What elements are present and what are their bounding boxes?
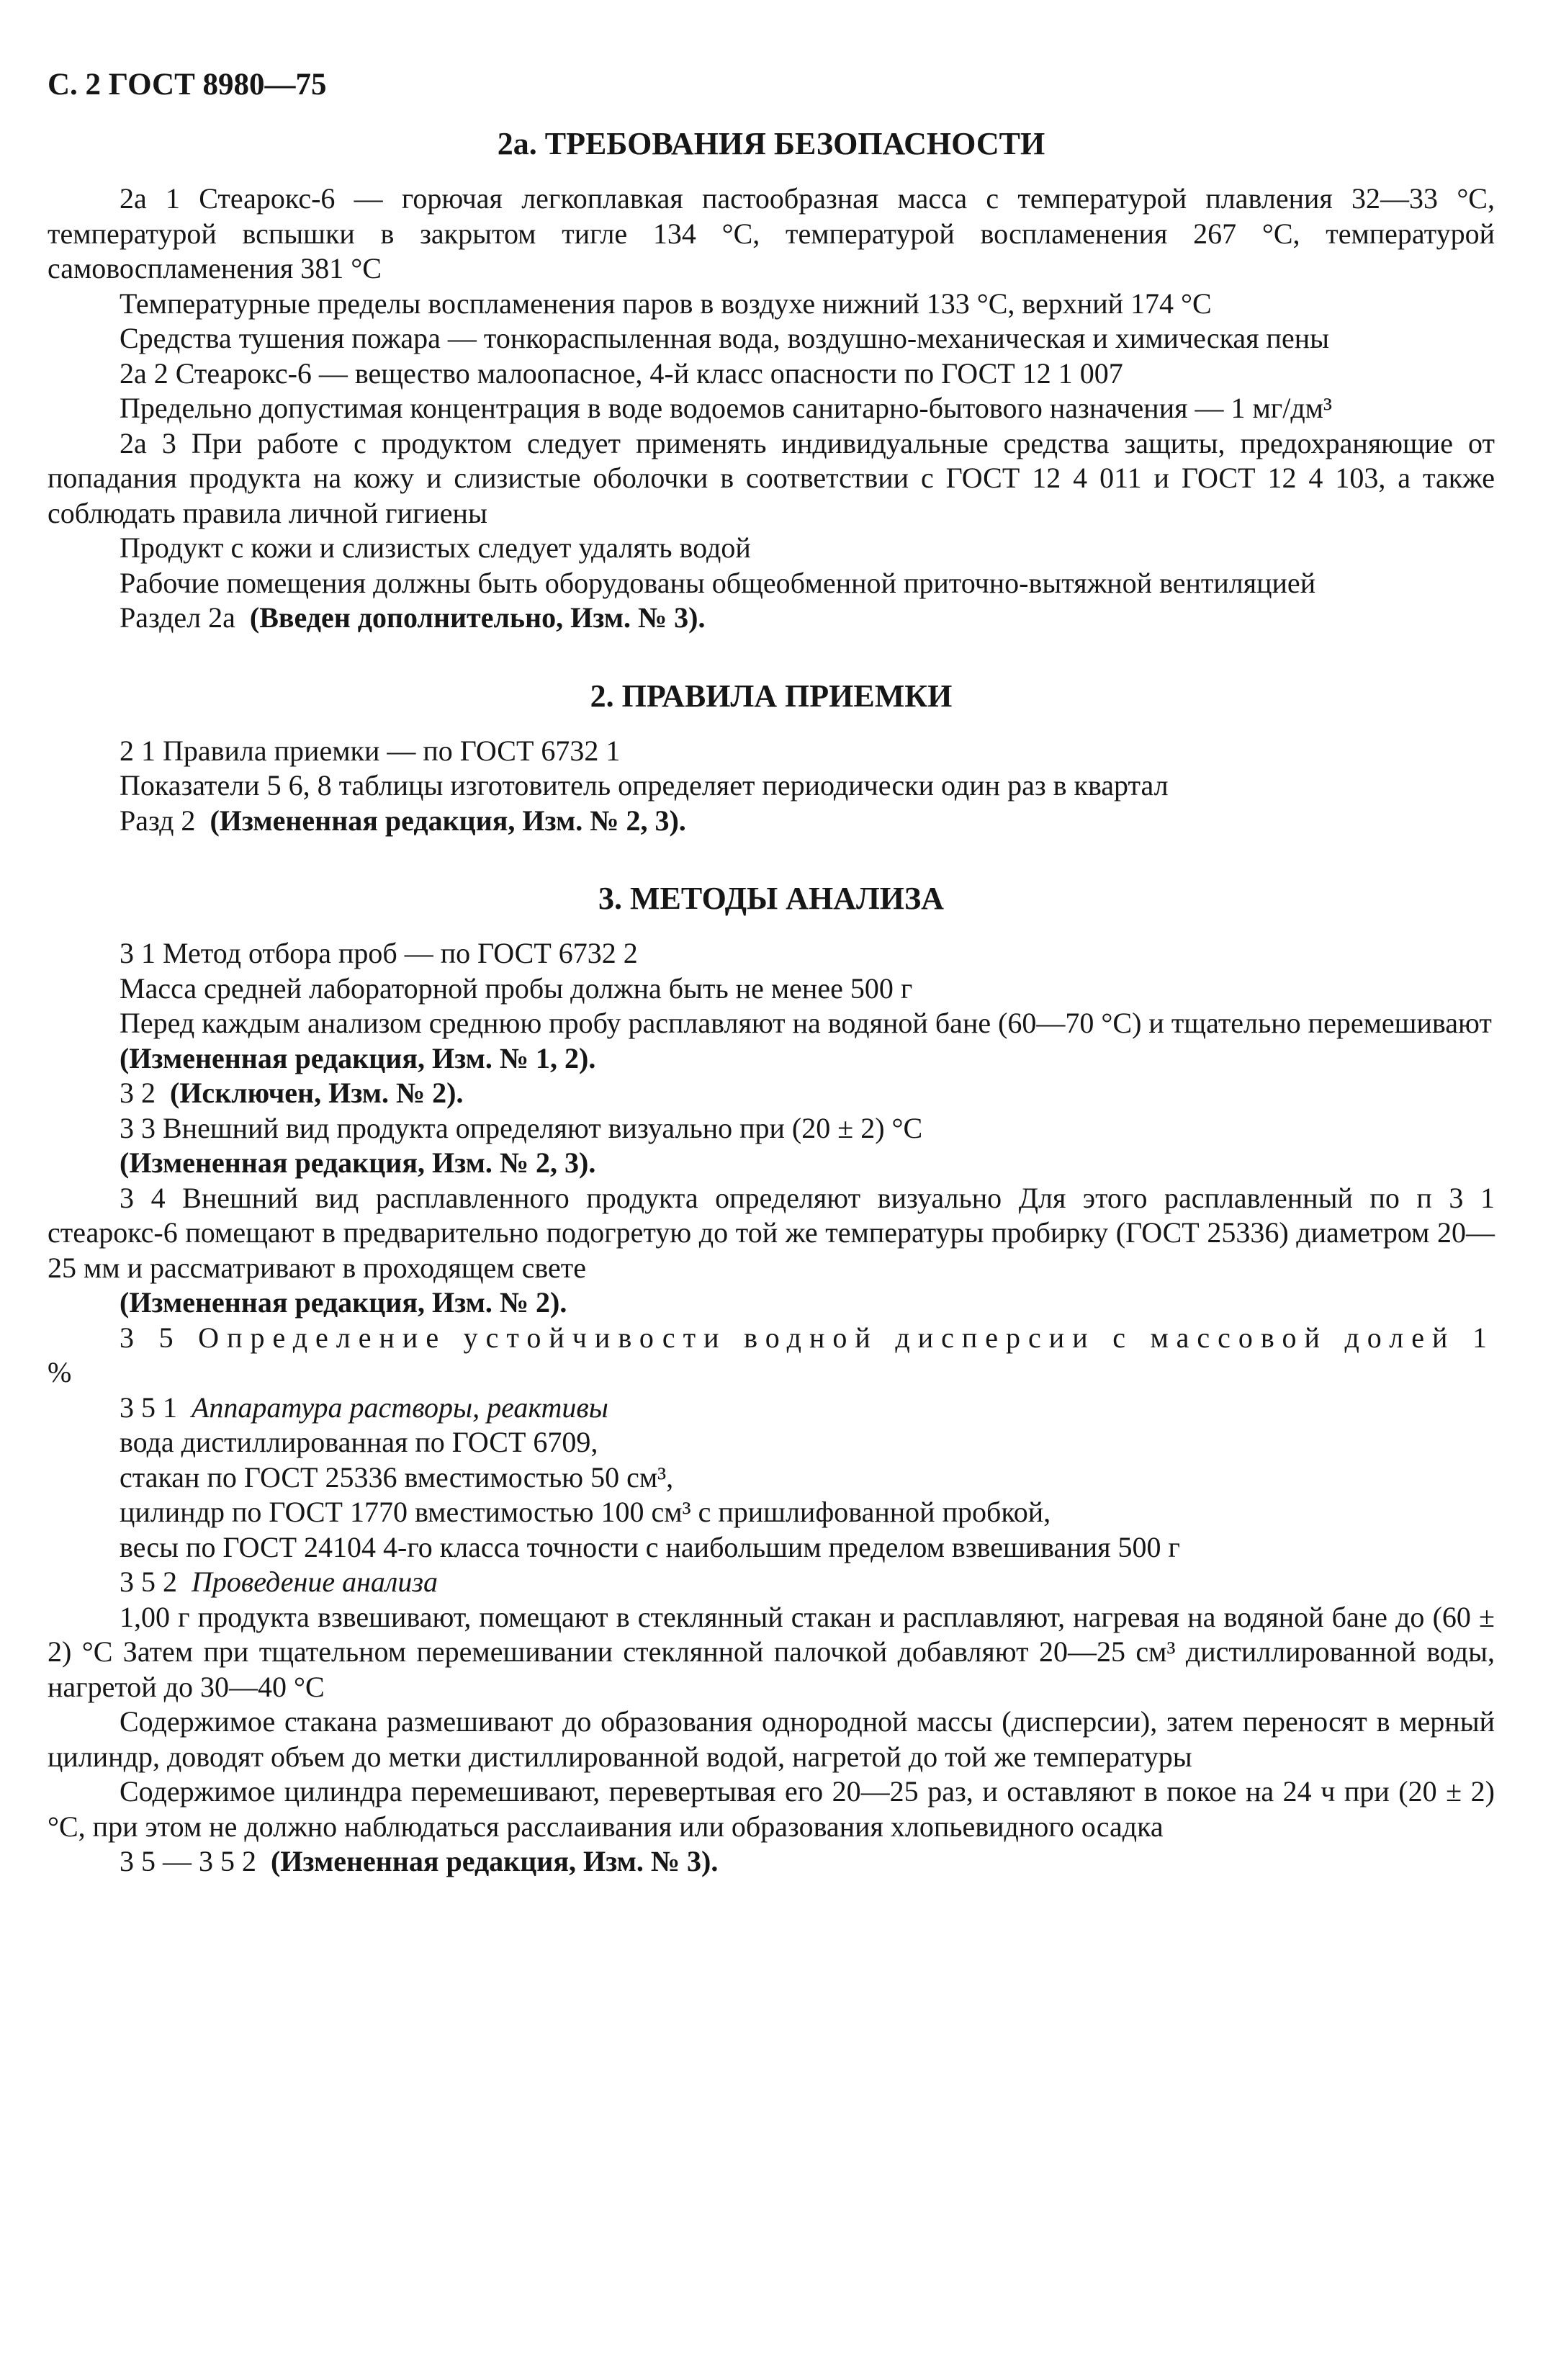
- clause-number-3-2: 3 2: [120, 1077, 156, 1109]
- excluded-note-3-2: (Исключен, Изм. № 2).: [170, 1077, 464, 1109]
- paragraph-3-3: 3 3 Внешний вид продукта определяют визуально при (20 ± 2) °С: [120, 1111, 923, 1144]
- section-title-2: 2. ПРАВИЛА ПРИЕМКИ: [590, 678, 953, 714]
- paragraph-3-sample-mass: Масса средней лабораторной пробы должна быть не менее 500 г: [120, 971, 913, 1005]
- list-item-cylinder: цилиндр по ГОСТ 1770 вместимостью 100 см³ с пришлифованной пробкой,: [120, 1496, 1051, 1528]
- paragraph-2-periodic: Показатели 5 6, 8 таблицы изготовитель определяет периодически один раз в квартал: [120, 769, 1169, 801]
- clause-number-3-5-1: 3 5 1: [120, 1391, 177, 1424]
- amendment-note-3-5: (Измененная редакция, Изм. № 3).: [271, 1845, 719, 1877]
- paragraph-3-weighing: 1,00 г продукта взвешивают, помещают в стеклянный стакан и расплавляют, нагревая на водяной бане до (60 ± 2) °С Затем при тщательном перемешивании стеклянной палочкой добавляют 20—25 см³ дистиллированной воды, нагретой до 30—40 °С: [48, 1600, 1495, 1703]
- clause-number-3-5-2: 3 5 2: [120, 1566, 177, 1598]
- list-item-scales: весы по ГОСТ 24104 4-го класса точности с наибольшим пределом взвешивания 500 г: [120, 1530, 1180, 1563]
- document-page: [48, 63, 1495, 1880]
- paragraph-3-5-2: [48, 1565, 1495, 1600]
- section-ref-2: Разд 2: [120, 804, 196, 837]
- paragraph-2a-extinguishing: Средства тушения пожара — тонкораспыленная вода, воздушно-механическая и химическая пены: [120, 322, 1329, 354]
- paragraph-2a-concentration: Предельно допустимая концентрация в воде водоемов санитарно-бытового назначения — 1 мг/дм³: [120, 392, 1332, 424]
- amendment-note-2a: (Введен дополнительно, Изм. № 3).: [249, 601, 706, 634]
- list-item-water: вода дистиллированная по ГОСТ 6709,: [120, 1426, 598, 1458]
- amendment-note-2: (Измененная редакция, Изм. № 2, 3).: [210, 804, 686, 837]
- paragraph-3-4: 3 4 Внешний вид расплавленного продукта определяют визуально Для этого расплавленный по п 3 1 стеарокс-6 помещают в предварительно подогретую до той же температуры пробирку (ГОСТ 25336) диаметром 20—25 мм и рассматривают в проходящем свете: [48, 1181, 1495, 1284]
- paragraph-3-5-note: [48, 1844, 1495, 1880]
- list-item-beaker: стакан по ГОСТ 25336 вместимостью 50 см³,: [120, 1460, 674, 1494]
- amendment-note-3-1: (Измененная редакция, Изм. № 1, 2).: [120, 1041, 596, 1074]
- paragraph-3-settling: Содержимое цилиндра перемешивают, перевертывая его 20—25 раз, и оставляют в покое на 24 ч при (20 ± 2) °С, при этом не должно наблюдаться расслаивания или образования хлопьевидного осадка: [48, 1775, 1495, 1843]
- section-title-2a: 2а. ТРЕБОВАНИЯ БЕЗОПАСНОСТИ: [497, 126, 1045, 161]
- section-title-3: 3. МЕТОДЫ АНАЛИЗА: [598, 881, 944, 916]
- paragraph-3-5-1: [48, 1391, 1495, 1426]
- subheading-apparatus: Аппаратура растворы, реактивы: [192, 1391, 608, 1424]
- page-header: С. 2 ГОСТ 8980—75: [48, 68, 327, 102]
- paragraph-3-mixing: Содержимое стакана размешивают до образования однородной массы (дисперсии), затем переносят в мерный цилиндр, доводят объем до метки дистиллированной водой, нагретой до той же температуры: [48, 1705, 1495, 1773]
- paragraph-2a-note: [48, 601, 1495, 636]
- amendment-note-3-3: (Измененная редакция, Изм. № 2, 3).: [120, 1146, 596, 1179]
- paragraph-2a-skin: Продукт с кожи и слизистых следует удалять водой: [120, 531, 751, 564]
- paragraph-2a-ventilation: Рабочие помещения должны быть оборудованы общеобменной приточно-вытяжной вентиляцией: [120, 566, 1316, 599]
- paragraph-3-1: 3 1 Метод отбора проб — по ГОСТ 6732 2: [120, 937, 638, 969]
- paragraph-2a-1: 2а 1 Стеарокс-6 — горючая легкоплавкая пастообразная масса с температурой плавления 32—33 °С, температурой вспышки в закрытом тигле 134 °С, температурой воспламенения 267 °С, температурой самовоспламенения 381 °С: [48, 182, 1495, 284]
- section-ref-2a: Раздел 2а: [120, 601, 235, 634]
- paragraph-2a-3: 2а 3 При работе с продуктом следует применять индивидуальные средства защиты, предохраняющие от попадания продукта на кожу и слизистые оболочки в соответствии с ГОСТ 12 4 011 и ГОСТ 12 4 103, а также соблюдать правила личной гигиены: [48, 426, 1495, 529]
- paragraph-2a-limits: Температурные пределы воспламенения паров в воздухе нижний 133 °С, верхний 174 °С: [120, 287, 1212, 320]
- amendment-note-3-4: (Измененная редакция, Изм. № 2).: [120, 1286, 567, 1319]
- paragraph-3-5-heading: 3 5 Определение устойчивости водной дисперсии с массовой долей 1 %: [48, 1321, 1495, 1388]
- paragraph-3-2: [48, 1076, 1495, 1111]
- clause-range-3-5: 3 5 — 3 5 2: [120, 1845, 256, 1877]
- paragraph-3-melting: Перед каждым анализом среднюю пробу расплавляют на водяной бане (60—70 °С) и тщательно перемешивают: [120, 1007, 1492, 1039]
- paragraph-2-1: 2 1 Правила приемки — по ГОСТ 6732 1: [120, 734, 621, 767]
- subheading-procedure: Проведение анализа: [192, 1566, 438, 1598]
- paragraph-2-note: [48, 804, 1495, 839]
- paragraph-2a-2: 2а 2 Стеарокс-6 — вещество малоопасное, 4-й класс опасности по ГОСТ 12 1 007: [120, 356, 1123, 390]
